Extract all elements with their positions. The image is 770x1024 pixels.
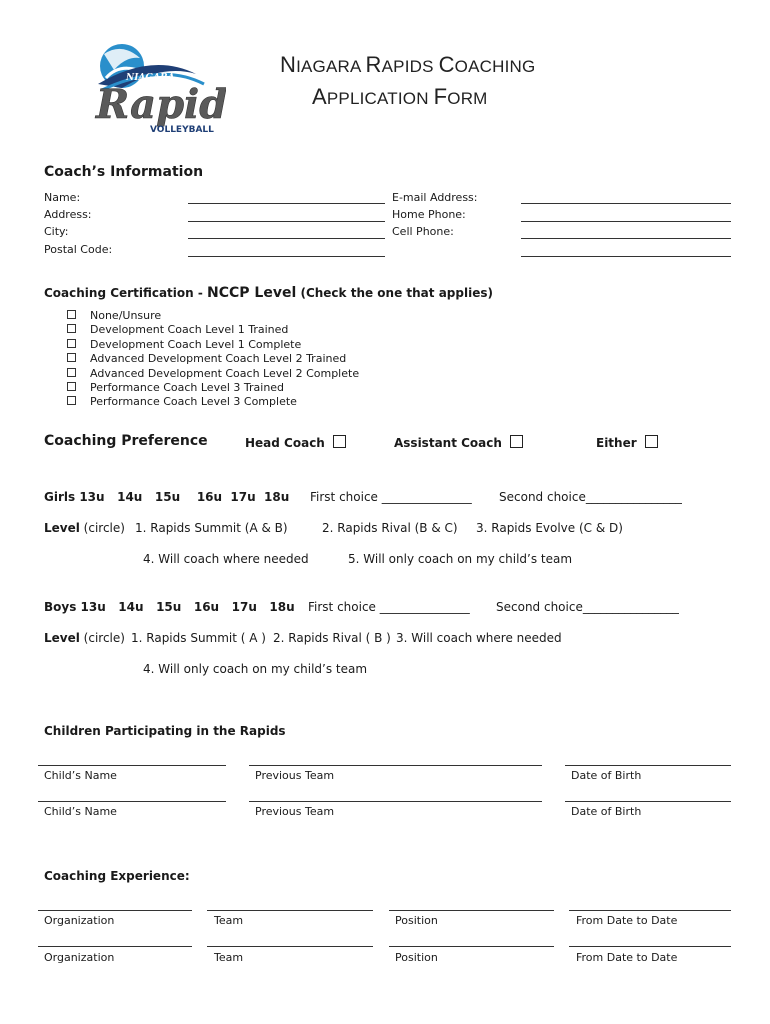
assistant-coach-option[interactable]: Assistant Coach: [394, 435, 523, 450]
either-option[interactable]: Either: [596, 435, 658, 450]
position-label: Position: [395, 951, 438, 964]
cert-option[interactable]: Development Coach Level 1 Complete: [67, 338, 359, 352]
child-name-field[interactable]: [38, 801, 226, 802]
child-name-field[interactable]: [38, 765, 226, 766]
name-label: Name:: [44, 191, 81, 204]
coaching-experience-heading: Coaching Experience:: [44, 869, 190, 883]
checkbox-icon: [67, 310, 76, 319]
checkbox-icon: [67, 368, 76, 377]
postal-code-label: Postal Code:: [44, 243, 113, 256]
logo-bottom-text: VOLLEYBALL: [150, 125, 214, 135]
boys-level-option-3[interactable]: 3. Will coach where needed: [396, 631, 562, 645]
dates-field[interactable]: [569, 946, 731, 947]
boys-level-option-4[interactable]: 4. Will only coach on my child’s team: [143, 662, 368, 676]
extra-field[interactable]: [521, 256, 731, 257]
child-name-label: Child’s Name: [44, 805, 117, 818]
organization-field[interactable]: [38, 946, 192, 947]
girls-level-option-3[interactable]: 3. Rapids Evolve (C & D): [476, 521, 623, 535]
team-label: Team: [214, 951, 244, 964]
checkbox-icon: [510, 435, 523, 448]
dob-label: Date of Birth: [571, 769, 642, 782]
dob-field[interactable]: [565, 765, 731, 766]
child-name-label: Child’s Name: [44, 769, 117, 782]
dates-field[interactable]: [569, 910, 731, 911]
boys-level-option-1[interactable]: 1. Rapids Summit ( A ): [131, 631, 266, 645]
organization-field[interactable]: [38, 910, 192, 911]
dob-label: Date of Birth: [571, 805, 642, 818]
position-field[interactable]: [389, 910, 554, 911]
cert-option[interactable]: Performance Coach Level 3 Trained: [67, 381, 359, 395]
coaching-preference-heading: Coaching Preference: [44, 433, 208, 449]
home-phone-field[interactable]: [521, 221, 731, 222]
organization-label: Organization: [44, 914, 115, 927]
organization-label: Organization: [44, 951, 115, 964]
girls-level-option-4[interactable]: 4. Will coach where needed: [143, 552, 309, 566]
children-heading: Children Participating in the Rapids: [44, 724, 286, 738]
team-field[interactable]: [207, 946, 373, 947]
dob-field[interactable]: [565, 801, 731, 802]
girls-second-choice[interactable]: Second choice________________: [499, 490, 682, 504]
checkbox-icon: [67, 339, 76, 348]
boys-first-choice[interactable]: First choice _______________: [308, 600, 470, 614]
girls-level-option-2[interactable]: 2. Rapids Rival (B & C): [322, 521, 458, 535]
certification-heading: Coaching Certification - NCCP Level (Check the one that applies): [44, 285, 493, 301]
name-field[interactable]: [188, 203, 385, 204]
team-field[interactable]: [207, 910, 373, 911]
previous-team-label: Previous Team: [255, 769, 335, 782]
previous-team-label: Previous Team: [255, 805, 335, 818]
checkbox-icon: [67, 396, 76, 405]
team-label: Team: [214, 914, 244, 927]
logo-main-text: Rapid: [96, 81, 226, 128]
girls-level-label: Level (circle): [44, 521, 125, 535]
checkbox-icon: [67, 353, 76, 362]
checkbox-icon: [645, 435, 658, 448]
rapids-volleyball-logo: [92, 40, 226, 136]
girls-first-choice[interactable]: First choice _______________: [310, 490, 472, 504]
cell-phone-field[interactable]: [521, 238, 731, 239]
coach-info-heading: Coach’s Information: [44, 164, 204, 180]
girls-level-option-1[interactable]: 1. Rapids Summit (A & B): [135, 521, 288, 535]
position-label: Position: [395, 914, 438, 927]
dates-label: From Date to Date: [576, 951, 678, 964]
postal-code-field[interactable]: [188, 256, 385, 257]
checkbox-icon: [67, 382, 76, 391]
boys-second-choice[interactable]: Second choice________________: [496, 600, 679, 614]
girls-age-groups[interactable]: Girls 13u 14u 15u 16u 17u 18u: [44, 490, 290, 504]
cert-option[interactable]: None/Unsure: [67, 309, 359, 323]
boys-level-option-2[interactable]: 2. Rapids Rival ( B ): [273, 631, 391, 645]
boys-level-label: Level (circle): [44, 631, 125, 645]
dates-label: From Date to Date: [576, 914, 678, 927]
previous-team-field[interactable]: [249, 801, 542, 802]
city-label: City:: [44, 225, 69, 238]
address-field[interactable]: [188, 221, 385, 222]
certification-list: [67, 309, 359, 410]
cell-phone-label: Cell Phone:: [392, 225, 454, 238]
address-label: Address:: [44, 208, 92, 221]
cert-option[interactable]: Performance Coach Level 3 Complete: [67, 395, 359, 409]
girls-level-option-5[interactable]: 5. Will only coach on my child’s team: [348, 552, 573, 566]
cert-option[interactable]: Advanced Development Coach Level 2 Trained: [67, 352, 359, 366]
checkbox-icon: [67, 324, 76, 333]
email-field[interactable]: [521, 203, 731, 204]
home-phone-label: Home Phone:: [392, 208, 466, 221]
form-title-line2: APPLICATION FORM: [312, 84, 488, 109]
cert-option[interactable]: Advanced Development Coach Level 2 Complete: [67, 367, 359, 381]
boys-age-groups[interactable]: Boys 13u 14u 15u 16u 17u 18u: [44, 600, 295, 614]
city-field[interactable]: [188, 238, 385, 239]
previous-team-field[interactable]: [249, 765, 542, 766]
email-label: E-mail Address:: [392, 191, 478, 204]
form-title-line1: NIAGARA RAPIDS COACHING: [280, 52, 536, 77]
logo-top-text: NIAGARA: [126, 73, 175, 83]
position-field[interactable]: [389, 946, 554, 947]
checkbox-icon: [333, 435, 346, 448]
head-coach-option[interactable]: Head Coach: [245, 435, 346, 450]
cert-option[interactable]: Development Coach Level 1 Trained: [67, 323, 359, 337]
